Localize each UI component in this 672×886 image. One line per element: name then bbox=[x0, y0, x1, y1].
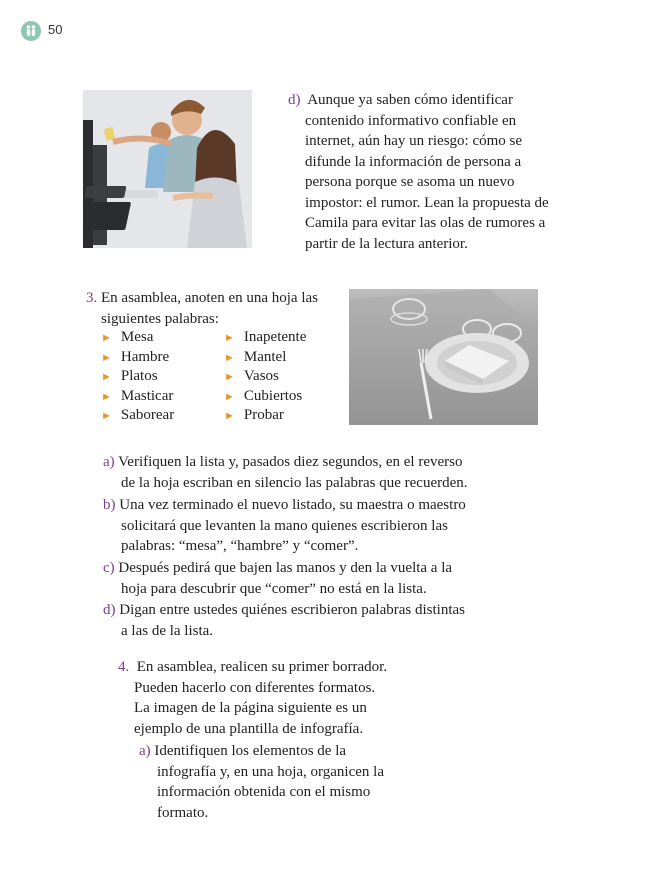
text-line: Después pedirá que bajen las manos y den la vuelta a la bbox=[118, 560, 453, 576]
text-line: Identifiquen los elementos de la bbox=[154, 743, 347, 759]
list-item: ► Inapetente bbox=[224, 329, 307, 345]
text-line: siguientes palabras: bbox=[101, 310, 219, 327]
page-number: 50 bbox=[48, 22, 63, 37]
item-number: 3. bbox=[86, 290, 98, 306]
word-list-right bbox=[224, 328, 306, 426]
triangle-bullet-icon: ► bbox=[101, 390, 112, 403]
text-line: de la hoja escriban en silencio las palabras que recuerden. bbox=[121, 474, 468, 491]
text-line: internet, aún hay un riesgo: cómo se bbox=[305, 133, 523, 149]
text-line: Una vez terminado el nuevo listado, su maestra o maestro bbox=[119, 497, 466, 513]
item-3-step-a bbox=[103, 452, 468, 493]
item-3-step-d bbox=[103, 600, 465, 641]
item-3-step-b bbox=[103, 495, 466, 557]
item-3-intro bbox=[86, 288, 318, 329]
text-line: Verifiquen la lista y, pasados diez segundos, en el reverso bbox=[118, 454, 463, 470]
section-badge bbox=[21, 21, 41, 41]
item-letter: a) bbox=[103, 454, 115, 470]
triangle-bullet-icon: ► bbox=[101, 351, 112, 364]
triangle-bullet-icon: ► bbox=[224, 410, 235, 423]
list-item: ► Platos bbox=[101, 368, 158, 385]
text-line: La imagen de la página siguiente es un bbox=[134, 700, 367, 716]
triangle-bullet-icon: ► bbox=[224, 351, 235, 364]
text-line: difunde la información de persona a bbox=[305, 153, 522, 170]
list-item: ► Saborear bbox=[101, 407, 175, 424]
text-line: contenido informativo confiable en bbox=[305, 112, 517, 129]
list-item: ► Hambre bbox=[101, 348, 170, 365]
triangle-bullet-icon: ► bbox=[101, 332, 112, 344]
text-line: Digan entre ustedes quiénes escribieron palabras distintas bbox=[119, 602, 465, 618]
word-list-left bbox=[101, 328, 174, 426]
list-item: ► Probar bbox=[224, 407, 284, 424]
list-item: ► Masticar bbox=[101, 387, 174, 404]
text-line: Camila para evitar las olas de rumores a bbox=[305, 215, 546, 231]
item-letter: d) bbox=[103, 602, 116, 618]
text-line: partir de la lectura anterior. bbox=[305, 235, 468, 252]
item-number: 4. bbox=[118, 659, 130, 675]
text-line: Pueden hacerlo con diferentes formatos. bbox=[134, 679, 376, 696]
text-line: formato. bbox=[157, 804, 209, 821]
item-letter: c) bbox=[103, 560, 115, 576]
text-line: En asamblea, anoten en una hoja las bbox=[101, 290, 319, 306]
text-line: infografía y, en una hoja, organicen la bbox=[157, 763, 384, 780]
item-letter: b) bbox=[103, 497, 116, 513]
list-item: ► Mesa bbox=[101, 329, 154, 345]
item-letter: d) bbox=[288, 92, 301, 108]
photo-children-computers bbox=[83, 90, 252, 248]
triangle-bullet-icon: ► bbox=[101, 410, 112, 423]
text-line: En asamblea, realicen su primer borrador. bbox=[136, 659, 388, 675]
text-line: información obtenida con el mismo bbox=[157, 784, 371, 800]
triangle-bullet-icon: ► bbox=[224, 371, 235, 384]
item-4-step-a bbox=[139, 741, 384, 823]
list-item: ► Mantel bbox=[224, 348, 287, 365]
triangle-bullet-icon: ► bbox=[224, 390, 235, 403]
text-line: Aunque ya saben cómo identificar bbox=[307, 92, 513, 108]
text-line: persona porque se asoma un nuevo bbox=[305, 174, 515, 190]
text-line: ejemplo de una plantilla de infografía. bbox=[134, 720, 364, 737]
item-3-step-c bbox=[103, 558, 452, 599]
list-item: ► Vasos bbox=[224, 368, 279, 385]
top-item-d bbox=[288, 90, 549, 254]
text-line: a las de la lista. bbox=[121, 622, 214, 639]
photo-table-setting bbox=[349, 289, 538, 425]
triangle-bullet-icon: ► bbox=[101, 371, 112, 384]
text-line: palabras: “mesa”, “hambre” y “comer”. bbox=[121, 538, 359, 554]
item-4 bbox=[118, 657, 387, 739]
item-letter: a) bbox=[139, 743, 151, 759]
text-line: solicitará que levanten la mano quienes escribieron las bbox=[121, 517, 448, 534]
triangle-bullet-icon: ► bbox=[224, 332, 235, 344]
list-item: ► Cubiertos bbox=[224, 387, 303, 404]
people-icon bbox=[24, 24, 38, 38]
text-line: impostor: el rumor. Lean la propuesta de bbox=[305, 194, 549, 211]
text-line: hoja para descubrir que “comer” no está en la lista. bbox=[121, 580, 427, 597]
